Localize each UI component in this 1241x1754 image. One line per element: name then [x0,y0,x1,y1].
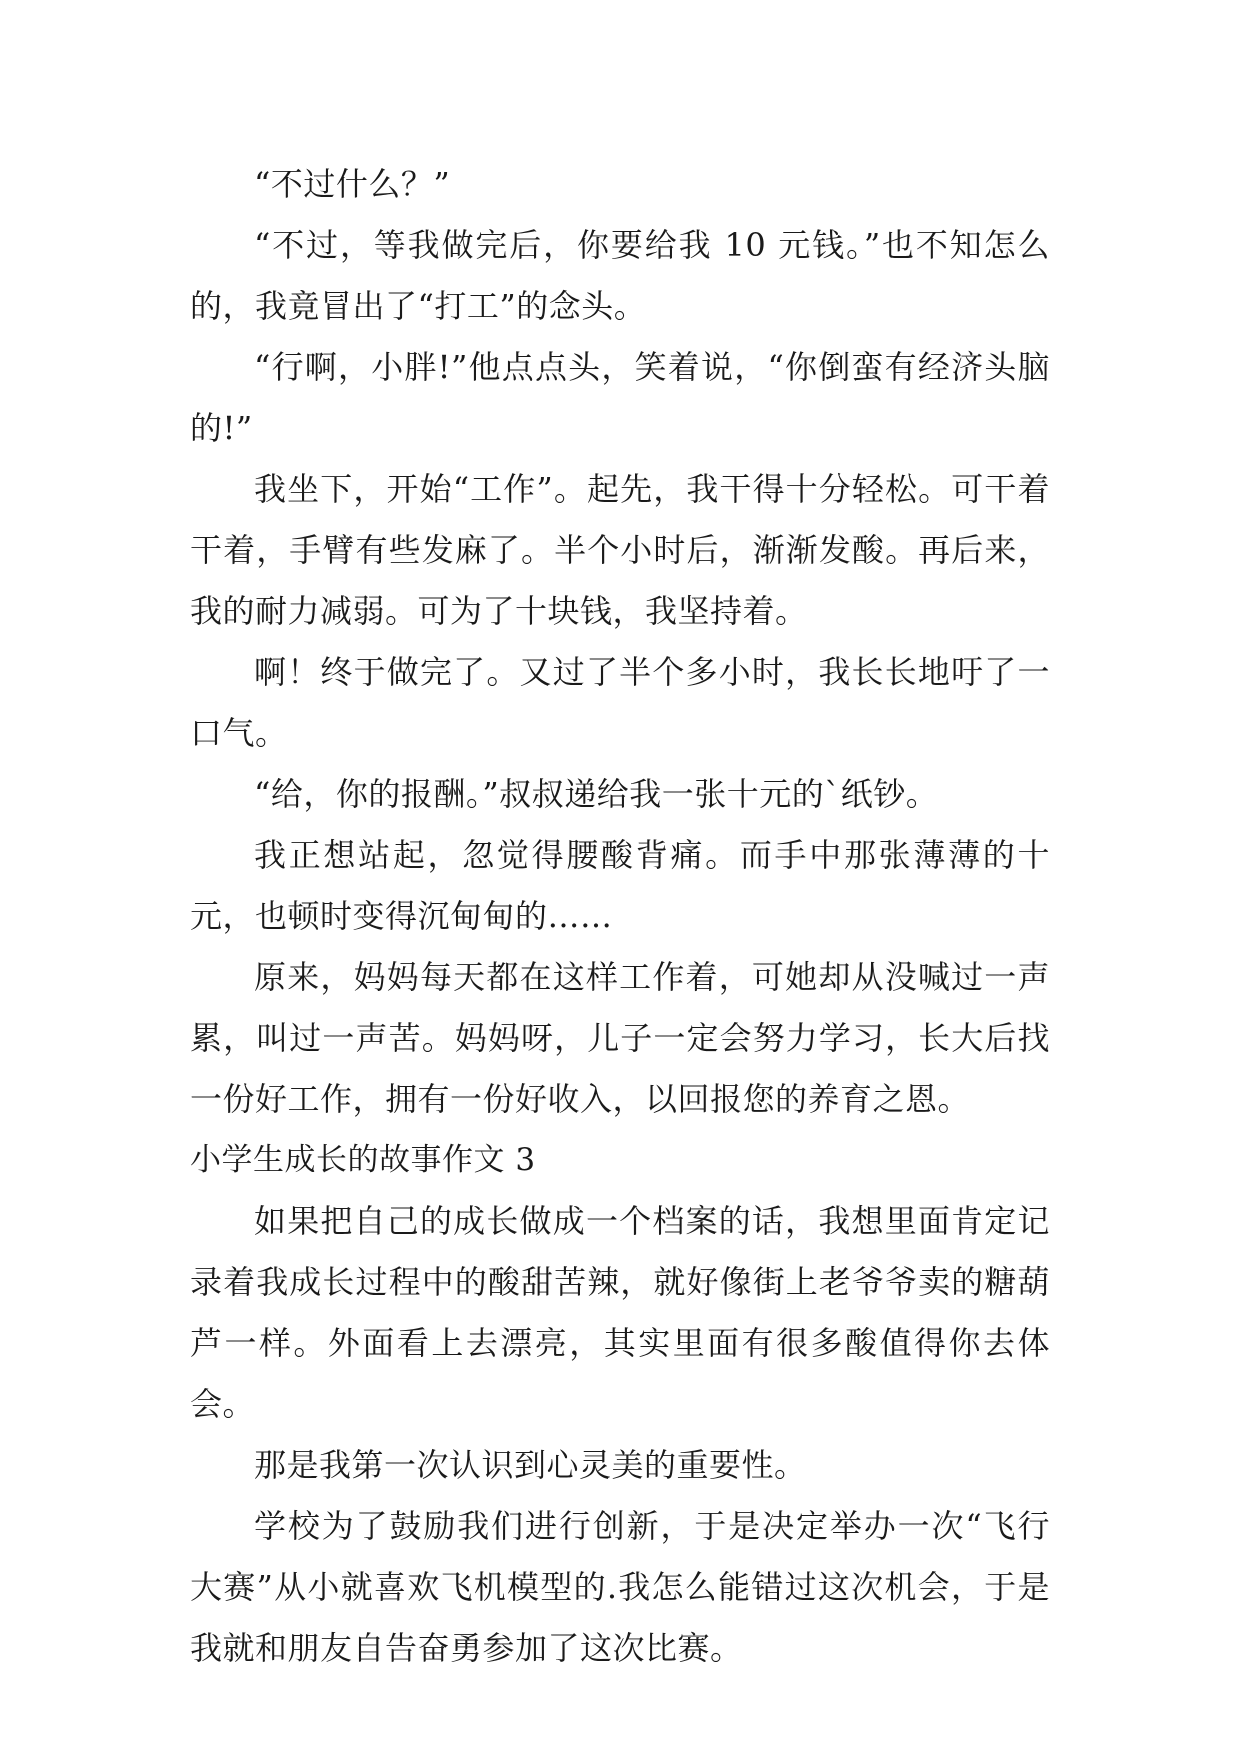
paragraph-9: 如果把自己的成长做成一个档案的话，我想里面肯定记录着我成长过程中的酸甜苦辣，就好像街上老爷爷卖的糖葫芦一样。外面看上去漂亮，其实里面有很多酸值得你去体会。 [190,1202,1050,1423]
paragraph-1: “不过什么？” [254,165,451,203]
paragraph-5: 啊！终于做完了。又过了半个多小时，我长长地吁了一口气。 [190,653,1050,752]
paragraph-11: 学校为了鼓励我们进行创新，于是决定举办一次“飞行大赛”从小就喜欢飞机模型的.我怎么能错过这次机会，于是我就和朋友自告奋勇参加了这次比赛。 [190,1507,1050,1667]
section-heading: 小学生成长的故事作文 3 [190,1142,536,1178]
paragraph-6: “给，你的报酬。”叔叔递给我一张十元的`纸钞。 [254,775,939,813]
paragraph-7: 我正想站起，忽觉得腰酸背痛。而手中那张薄薄的十元，也顿时变得沉甸甸的…… [190,836,1050,935]
paragraph-2: “不过，等我做完后，你要给我 10 元钱。”也不知怎么的，我竟冒出了“打工”的念头。 [190,226,1050,325]
paragraph-8: 原来，妈妈每天都在这样工作着，可她却从没喊过一声累，叫过一声苦。妈妈呀，儿子一定会努力学习，长大后找一份好工作，拥有一份好收入，以回报您的养育之恩。 [190,958,1050,1118]
document-body [190,154,1050,1679]
paragraph-3: “行啊，小胖!”他点点头，笑着说，“你倒蛮有经济头脑的!” [190,348,1050,447]
paragraph-10: 那是我第一次认识到心灵美的重要性。 [254,1446,807,1484]
paragraph-4: 我坐下，开始“工作”。起先，我干得十分轻松。可干着干着，手臂有些发麻了。半个小时后，渐渐发酸。再后来，我的耐力减弱。可为了十块钱，我坚持着。 [190,470,1050,630]
